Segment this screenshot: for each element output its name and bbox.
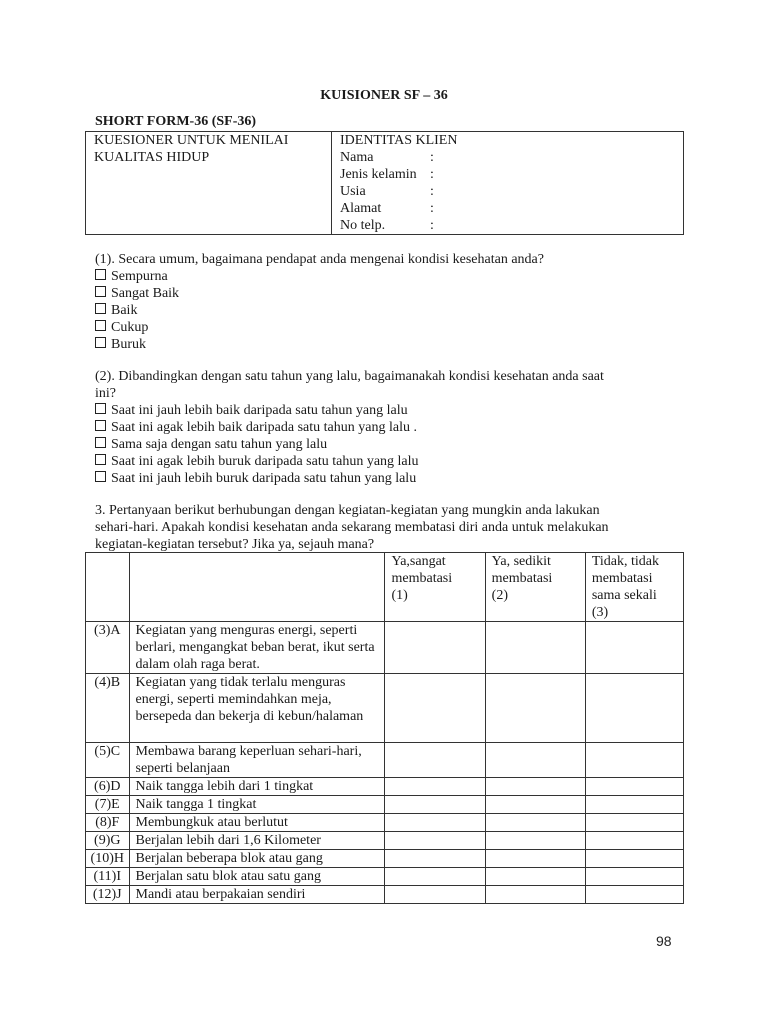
field-separator: : <box>430 167 434 182</box>
answer-cell-3[interactable] <box>585 868 683 886</box>
checkbox-icon[interactable] <box>95 471 106 482</box>
identity-title: IDENTITAS KLIEN <box>340 133 458 148</box>
row-description: Naik tangga lebih dari 1 tingkat <box>129 778 385 796</box>
identity-field-age[interactable] <box>340 183 683 200</box>
row-description: Berjalan satu blok atau satu gang <box>129 868 385 886</box>
answer-cell-1[interactable] <box>385 743 485 778</box>
q1-option[interactable]: Buruk <box>95 336 685 353</box>
field-label: Jenis kelamin <box>340 167 417 182</box>
answer-cell-2[interactable] <box>485 778 585 796</box>
purpose-line-2: KUALITAS HIDUP <box>94 150 210 165</box>
answer-cell-1[interactable] <box>385 868 485 886</box>
purpose-line-1: KUESIONER UNTUK MENILAI <box>94 133 289 148</box>
questionnaire-purpose-cell <box>86 132 332 235</box>
answer-cell-3[interactable] <box>585 674 683 743</box>
table-row <box>86 778 684 796</box>
row-description: Berjalan lebih dari 1,6 Kilometer <box>129 832 385 850</box>
table-header-row <box>86 553 684 622</box>
answer-cell-1[interactable] <box>385 622 485 674</box>
row-code: (10)H <box>86 850 130 868</box>
row-code: (6)D <box>86 778 130 796</box>
question-2-text-line-2: ini? <box>95 386 116 401</box>
question-2 <box>95 368 685 487</box>
identity-field-gender[interactable] <box>340 166 683 183</box>
checkbox-icon[interactable] <box>95 420 106 431</box>
answer-cell-2[interactable] <box>485 796 585 814</box>
question-1 <box>95 251 685 353</box>
q2-option[interactable]: Saat ini jauh lebih baik daripada satu tahun yang lalu <box>95 402 685 419</box>
answer-cell-2[interactable] <box>485 832 585 850</box>
row-description: Kegiatan yang tidak terlalu menguras energi, seperti memindahkan meja, bersepeda dan bekerja di kebun/halaman <box>129 674 385 743</box>
answer-cell-3[interactable] <box>585 743 683 778</box>
header-col-2: Ya, sedikit membatasi (2) <box>485 553 585 622</box>
answer-cell-3[interactable] <box>585 832 683 850</box>
q1-option[interactable]: Cukup <box>95 319 685 336</box>
answer-cell-2[interactable] <box>485 674 585 743</box>
field-label: Nama <box>340 150 374 165</box>
identity-table <box>85 131 684 235</box>
checkbox-icon[interactable] <box>95 403 106 414</box>
row-code: (12)J <box>86 886 130 904</box>
answer-cell-3[interactable] <box>585 886 683 904</box>
table-row <box>86 814 684 832</box>
header-col-3: Tidak, tidak membatasi sama sekali (3) <box>585 553 683 622</box>
row-code: (8)F <box>86 814 130 832</box>
header-code-cell <box>86 553 130 622</box>
identity-field-phone[interactable] <box>340 217 683 234</box>
checkbox-icon[interactable] <box>95 454 106 465</box>
question-3-intro <box>95 502 685 553</box>
field-separator: : <box>430 184 434 199</box>
header-col-1: Ya,sangat membatasi (1) <box>385 553 485 622</box>
q1-option[interactable]: Baik <box>95 302 685 319</box>
answer-cell-3[interactable] <box>585 778 683 796</box>
answer-cell-2[interactable] <box>485 814 585 832</box>
question-3-line-3: kegiatan-kegiatan tersebut? Jika ya, sejauh mana? <box>95 537 375 552</box>
answer-cell-2[interactable] <box>485 743 585 778</box>
answer-cell-2[interactable] <box>485 850 585 868</box>
answer-cell-2[interactable] <box>485 868 585 886</box>
row-description: Membungkuk atau berlutut <box>129 814 385 832</box>
answer-cell-1[interactable] <box>385 850 485 868</box>
answer-cell-1[interactable] <box>385 796 485 814</box>
client-identity-cell <box>332 132 684 235</box>
answer-cell-1[interactable] <box>385 886 485 904</box>
q2-option[interactable]: Sama saja dengan satu tahun yang lalu <box>95 436 685 453</box>
row-description: Berjalan beberapa blok atau gang <box>129 850 385 868</box>
row-code: (3)A <box>86 622 130 674</box>
answer-cell-3[interactable] <box>585 850 683 868</box>
field-separator: : <box>430 201 434 216</box>
question-1-text: (1). Secara umum, bagaimana pendapat anda mengenai kondisi kesehatan anda? <box>95 252 544 267</box>
table-row <box>86 868 684 886</box>
table-row <box>86 832 684 850</box>
header-desc-cell <box>129 553 385 622</box>
q2-option[interactable]: Saat ini agak lebih baik daripada satu tahun yang lalu . <box>95 419 685 436</box>
answer-cell-3[interactable] <box>585 622 683 674</box>
answer-cell-3[interactable] <box>585 814 683 832</box>
q2-option[interactable]: Saat ini agak lebih buruk daripada satu tahun yang lalu <box>95 453 685 470</box>
field-separator: : <box>430 150 434 165</box>
page-title: KUISIONER SF – 36 <box>320 88 448 103</box>
answer-cell-2[interactable] <box>485 886 585 904</box>
answer-cell-1[interactable] <box>385 832 485 850</box>
table-row <box>86 743 684 778</box>
row-description: Mandi atau berpakaian sendiri <box>129 886 385 904</box>
answer-cell-2[interactable] <box>485 622 585 674</box>
table-row <box>86 796 684 814</box>
form-subtitle: SHORT FORM-36 (SF-36) <box>95 114 257 129</box>
checkbox-icon[interactable] <box>95 437 106 448</box>
identity-field-address[interactable] <box>340 200 683 217</box>
table-row <box>86 622 684 674</box>
row-code: (7)E <box>86 796 130 814</box>
question-2-text-line-1: (2). Dibandingkan dengan satu tahun yang lalu, bagaimanakah kondisi kesehatan anda saat <box>95 369 604 384</box>
checkbox-icon[interactable] <box>95 286 106 297</box>
q1-option[interactable]: Sangat Baik <box>95 285 685 302</box>
answer-cell-1[interactable] <box>385 778 485 796</box>
table-row <box>86 674 684 743</box>
row-description: Naik tangga 1 tingkat <box>129 796 385 814</box>
field-label: Alamat <box>340 201 382 216</box>
row-code: (9)G <box>86 832 130 850</box>
q2-option[interactable]: Saat ini jauh lebih buruk daripada satu tahun yang lalu <box>95 470 685 487</box>
row-code: (5)C <box>86 743 130 778</box>
field-separator: : <box>430 218 434 233</box>
table-row <box>86 886 684 904</box>
row-code: (11)I <box>86 868 130 886</box>
row-description: Membawa barang keperluan sehari-hari, seperti belanjaan <box>129 743 385 778</box>
checkbox-icon[interactable] <box>95 337 106 348</box>
answer-cell-1[interactable] <box>385 814 485 832</box>
page-number: 98 <box>656 933 672 949</box>
table-row <box>86 850 684 868</box>
checkbox-icon[interactable] <box>95 303 106 314</box>
identity-field-name[interactable] <box>340 149 683 166</box>
q1-option[interactable]: Sempurna <box>95 268 685 285</box>
checkbox-icon[interactable] <box>95 269 106 280</box>
checkbox-icon[interactable] <box>95 320 106 331</box>
answer-cell-3[interactable] <box>585 796 683 814</box>
answer-cell-1[interactable] <box>385 674 485 743</box>
field-label: No telp. <box>340 218 386 233</box>
row-description: Kegiatan yang menguras energi, seperti berlari, mengangkat beban berat, ikut serta dalam olah raga berat. <box>129 622 385 674</box>
question-3-line-1: 3. Pertanyaan berikut berhubungan dengan kegiatan-kegiatan yang mungkin anda lakukan <box>95 503 600 518</box>
activity-limitation-table <box>85 552 684 904</box>
row-code: (4)B <box>86 674 130 743</box>
question-3-line-2: sehari-hari. Apakah kondisi kesehatan anda sekarang membatasi diri anda untuk melakukan <box>95 520 609 535</box>
field-label: Usia <box>340 184 366 199</box>
